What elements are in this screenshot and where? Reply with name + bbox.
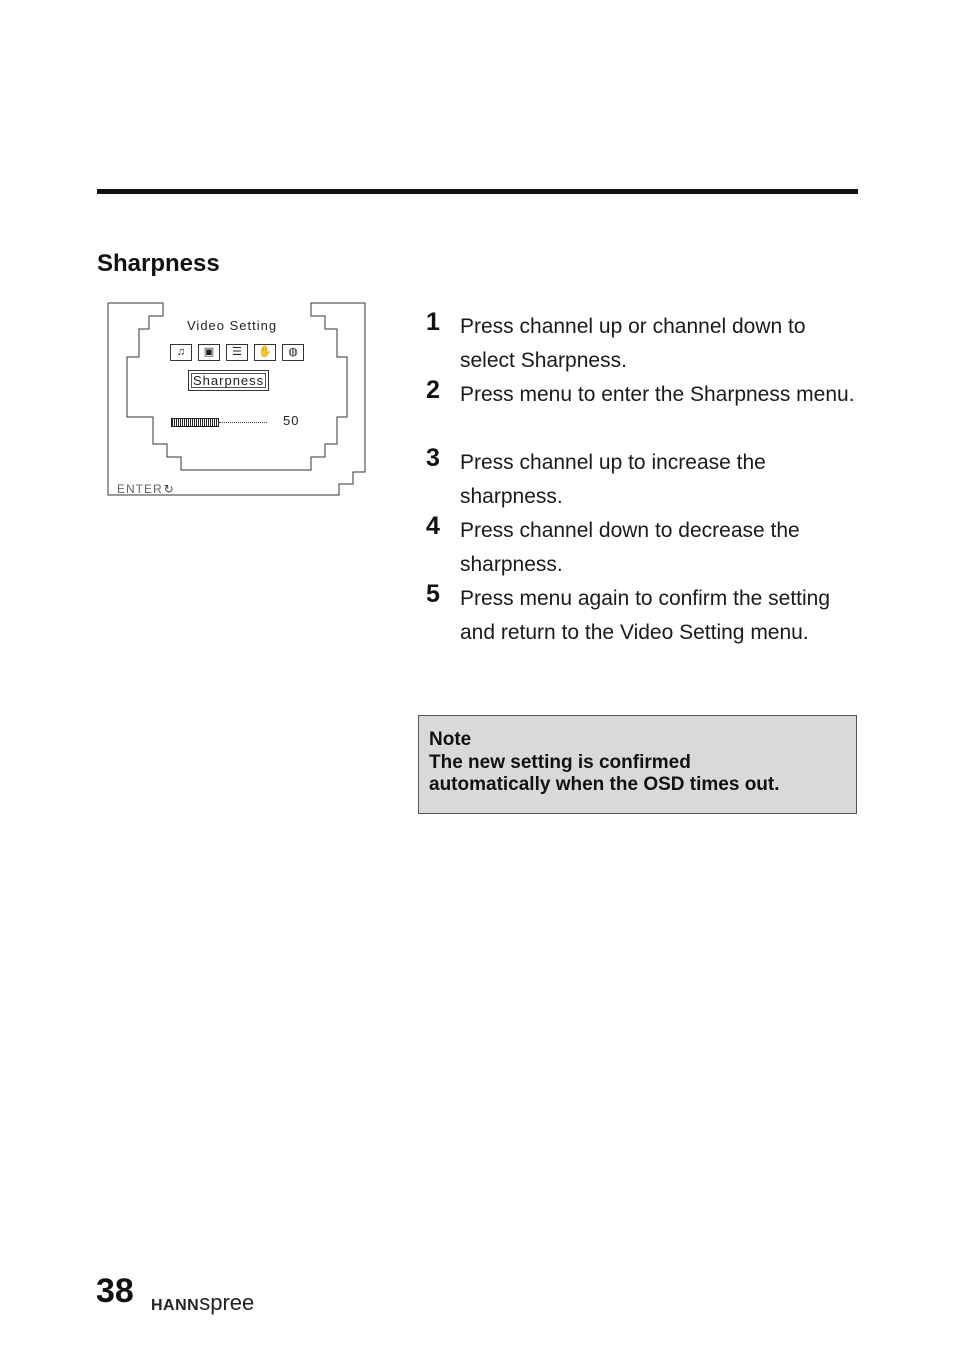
- osd-slider-value: 50: [283, 413, 300, 428]
- brand-logo-bold: HANN: [151, 1297, 200, 1314]
- osd-selected-item: Sharpness: [188, 370, 269, 391]
- note-box: [418, 715, 857, 814]
- osd-illustration: [107, 302, 369, 500]
- brand-logo-light: spree: [199, 1290, 255, 1315]
- section-title: Sharpness: [97, 250, 220, 277]
- page-number: 38: [96, 1272, 134, 1310]
- hand-icon: ✋: [254, 344, 276, 361]
- step-text: Press menu again to confirm the setting and return to the Video Setting menu.: [460, 587, 831, 644]
- step-text: Press channel up or channel down to select Sharpness.: [460, 315, 806, 372]
- brand-logo: [151, 1290, 254, 1316]
- osd-icon-bar: [169, 342, 305, 363]
- slider-track: [219, 422, 267, 424]
- note-body: The new setting is confirmed automatically when the OSD times out.: [429, 751, 780, 795]
- enter-arrow-icon: ↻: [163, 482, 175, 496]
- note-heading: Note: [429, 729, 472, 750]
- osd-sharpness-slider: [171, 418, 267, 427]
- audio-icon: ♫: [170, 344, 192, 361]
- step-number: 2: [426, 376, 440, 404]
- step-text: Press menu to enter the Sharpness menu.: [460, 383, 855, 406]
- enter-label: ENTER: [117, 482, 163, 496]
- step-number: 3: [426, 444, 440, 472]
- video-setting-icon: ☰: [226, 344, 248, 361]
- step-number: 5: [426, 580, 440, 608]
- osd-enter-hint: [117, 482, 175, 496]
- osd-menu-title: Video Setting: [187, 318, 278, 333]
- step-text: Press channel up to increase the sharpness.: [460, 451, 766, 508]
- slider-fill: [171, 418, 219, 427]
- globe-icon: ◍: [282, 344, 304, 361]
- step-text: Press channel down to decrease the sharpness.: [460, 519, 800, 576]
- header-rule: [97, 189, 858, 194]
- step-number: 4: [426, 512, 440, 540]
- step-number: 1: [426, 308, 440, 336]
- picture-icon: ▣: [198, 344, 220, 361]
